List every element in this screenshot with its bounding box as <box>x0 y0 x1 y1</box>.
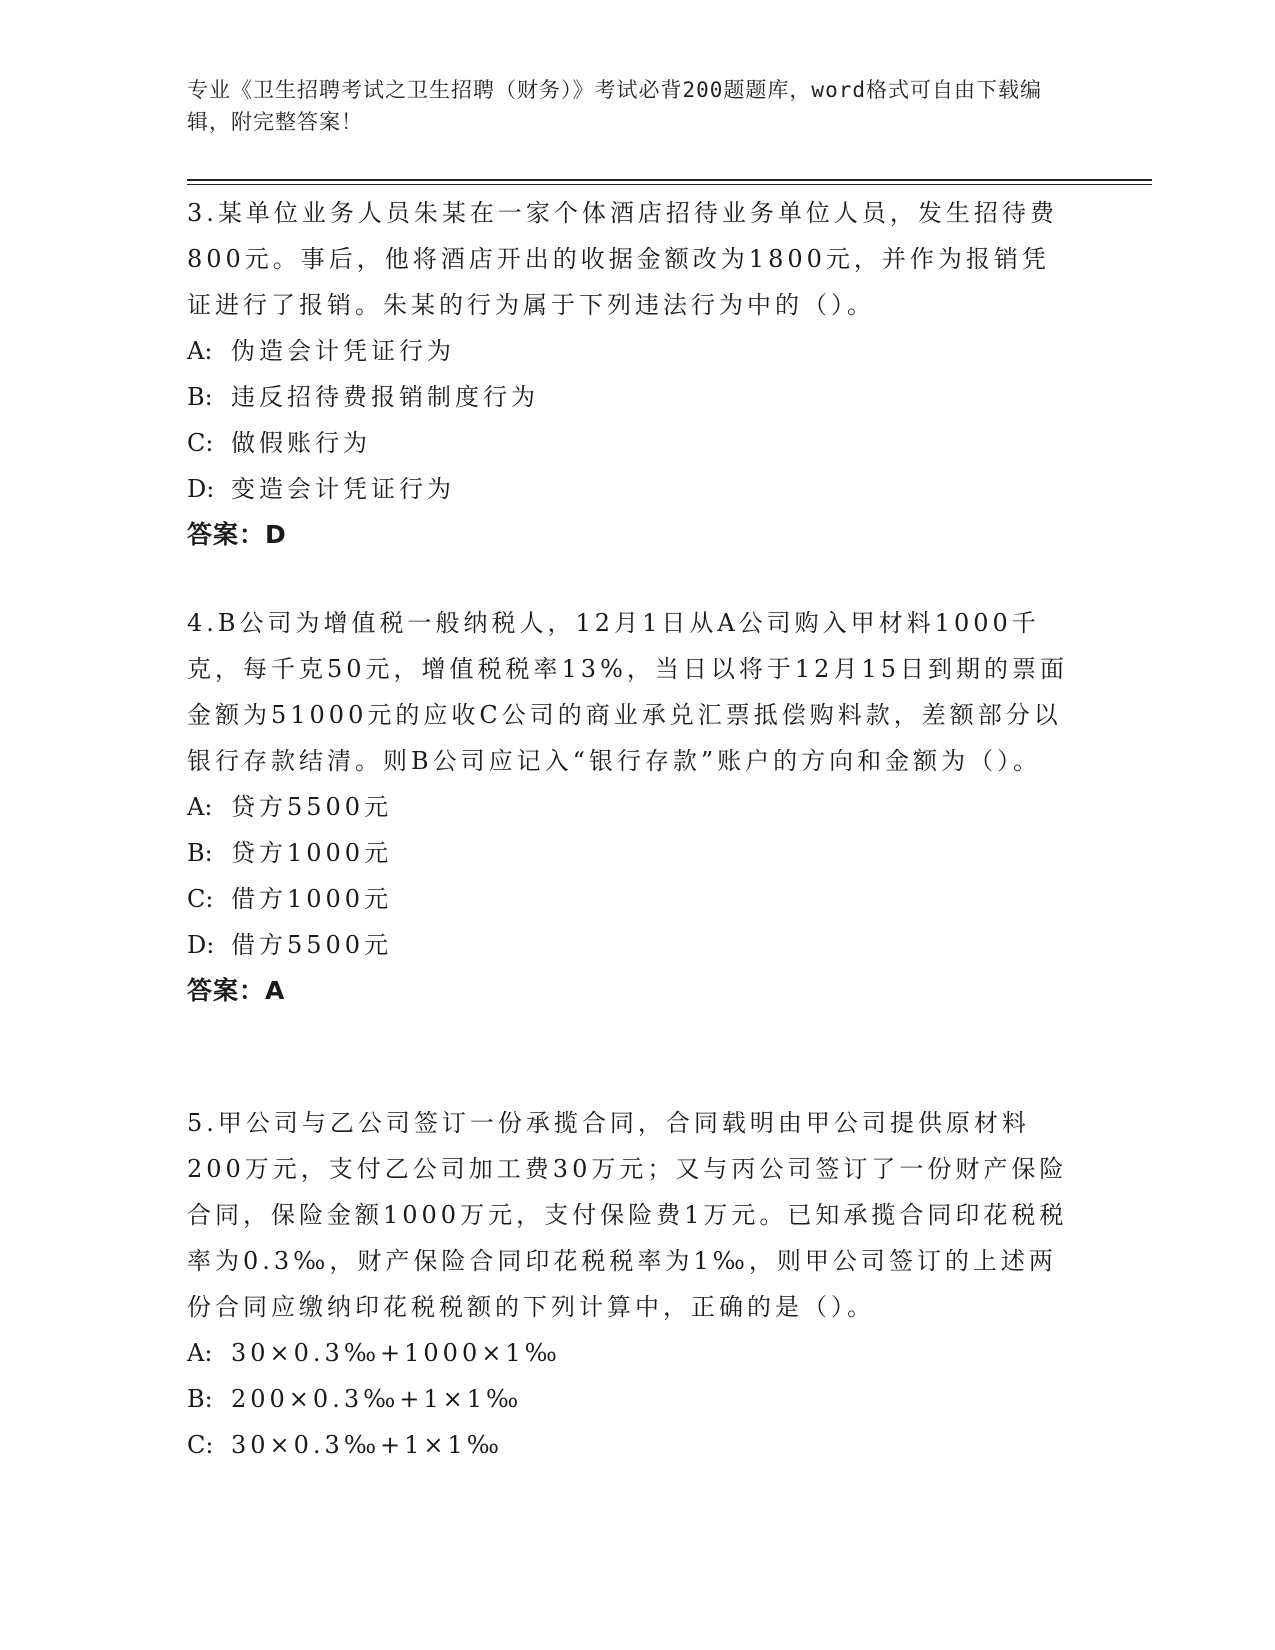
option-text: 做假账行为 <box>231 429 371 457</box>
option-c <box>187 876 1072 922</box>
option-text: 借方1000元 <box>231 885 393 913</box>
question-stem: 4.B公司为增值税一般纳税人，12月1日从A公司购入甲材料1000千克，每千克50元，增值税税率13%，当日以将于12月15日到期的票面金额为51000元的应收C公司的商业承兑汇票抵偿购料款，差额部分以银行存款结清。则B公司应记入“银行存款”账户的方向和金额为（）。 <box>187 609 1068 775</box>
option-key: B: <box>187 383 213 411</box>
option-key: B: <box>187 1385 213 1413</box>
option-text: 200×0.3‰+1×1‰ <box>231 1385 523 1413</box>
question-stem: 3.某单位业务人员朱某在一家个体酒店招待业务单位人员，发生招待费800元。事后，他将酒店开出的收据金额改为1800元，并作为报销凭证进行了报销。朱某的行为属于下列违法行为中的（）。 <box>187 199 1058 319</box>
option-key: D: <box>187 475 215 503</box>
option-text: 30×0.3‰+1×1‰ <box>231 1431 503 1459</box>
option-b <box>187 830 1072 876</box>
answer: 答案：D <box>187 520 287 549</box>
option-key: A: <box>187 337 213 365</box>
option-text: 贷方1000元 <box>231 839 393 867</box>
option-b <box>187 374 1072 420</box>
option-text: 借方5500元 <box>231 931 393 959</box>
question-5 <box>187 1100 1072 1468</box>
option-d <box>187 922 1072 968</box>
option-d <box>187 466 1072 512</box>
option-c <box>187 420 1072 466</box>
option-text: 30×0.3‰+1000×1‰ <box>231 1339 561 1367</box>
option-key: B: <box>187 839 213 867</box>
option-text: 变造会计凭证行为 <box>231 475 455 503</box>
option-key: D: <box>187 931 215 959</box>
document-header <box>187 74 1067 138</box>
option-text: 贷方5500元 <box>231 793 393 821</box>
option-text: 伪造会计凭证行为 <box>231 337 455 365</box>
option-a <box>187 1330 1072 1376</box>
option-a <box>187 784 1072 830</box>
header-divider-thin <box>187 184 1152 185</box>
option-b <box>187 1376 1072 1422</box>
option-key: C: <box>187 429 214 457</box>
question-4 <box>187 600 1072 1014</box>
header-text: 专业《卫生招聘考试之卫生招聘（财务）》考试必背200题题库，word格式可自由下载编辑，附完整答案！ <box>187 78 1042 134</box>
option-text: 违反招待费报销制度行为 <box>231 383 539 411</box>
question-3 <box>187 190 1072 558</box>
option-key: C: <box>187 1431 214 1459</box>
option-key: C: <box>187 885 214 913</box>
option-a <box>187 328 1072 374</box>
option-key: A: <box>187 793 213 821</box>
question-stem: 5.甲公司与乙公司签订一份承揽合同，合同载明由甲公司提供原材料200万元，支付乙公司加工费30万元；又与丙公司签订了一份财产保险合同，保险金额1000万元，支付保险费1万元。已知承揽合同印花税税率为0.3‰，财产保险合同印花税税率为1‰，则甲公司签订的上述两份合同应缴纳印花税税额的下列计算中，正确的是（）。 <box>187 1109 1068 1321</box>
option-c <box>187 1422 1072 1468</box>
answer: 答案：A <box>187 976 286 1005</box>
option-key: A: <box>187 1339 213 1367</box>
header-divider-thick <box>187 179 1152 181</box>
